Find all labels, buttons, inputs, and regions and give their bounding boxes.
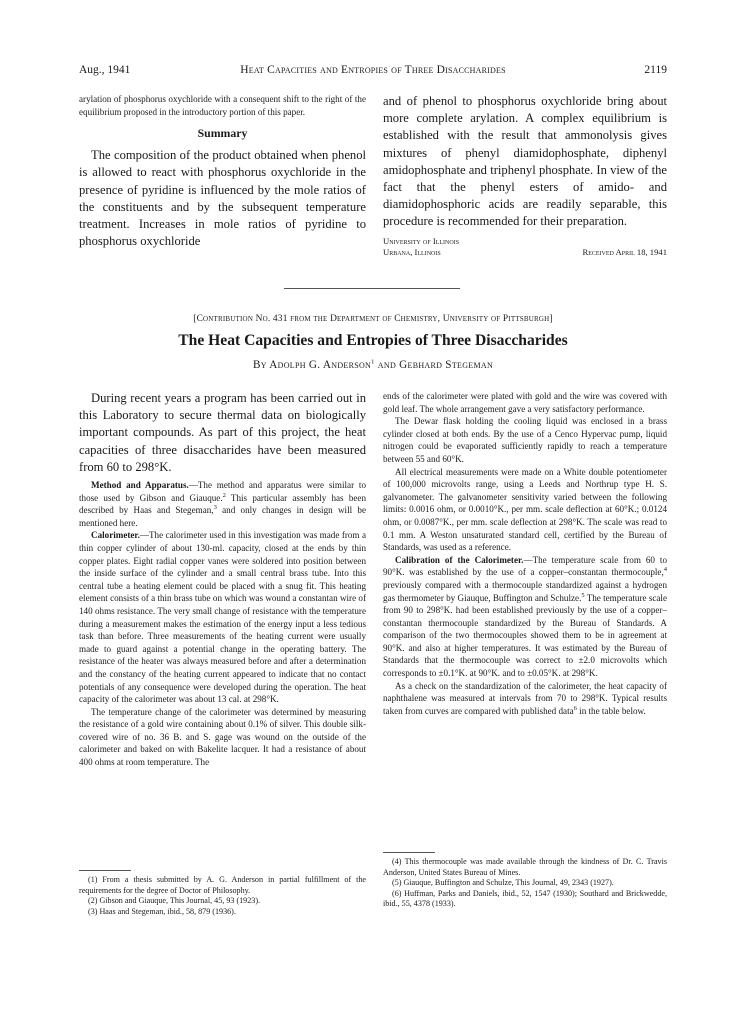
footnote-4: (4) This thermocouple was made available through the kindness of Dr. C. Travis Anderson, United States Bureau of Mines. (383, 857, 667, 877)
calibration-text-3: The temperature scale from 90 to 298°K. had been established previously by the use of a copper–constantan thermocouple standardized by the Bureau of Standards. A comparison of the two thermocouples showed them to be in agreement at 90°K. and also at higher temperatures. It was estimated by the Bureau of Standards that the thermocouple was correct to ±2.0 microvolts which corresponds to ±0.1°K. at 90°K. and to ±0.05°K. at 298°K. (383, 592, 667, 679)
prev-article-left-column (79, 93, 366, 250)
footnote-mark-3: 3 (213, 504, 217, 512)
affiliation (383, 236, 667, 258)
header-date: Aug., 1941 (79, 64, 131, 76)
prev-article-right-column (383, 93, 667, 258)
byline-first-author: By Adolph G. Anderson (252, 359, 372, 371)
summary-paragraph: The composition of the product obtained when phenol is allowed to react with phosphorus oxychloride in the presence of pyridine is influenced by the mole ratios of the constituents and by the subsequent temperature treatment. Increases in mole ratios of pyridine to phosphorus oxychloride (79, 148, 366, 249)
intro-paragraph: During recent years a program has been carried out in this Laboratory to secure thermal data on biologically important compounds. As part of this project, the heat capacities of three disaccharides have been measured from 60 to 298°K. (79, 391, 366, 474)
calibration-text-2: previously compared with a thermocouple standardized against a hydrogen gas thermometer by Giauque, Buffington and Schulze. (383, 579, 667, 603)
method-text-1: —The method and apparatus were similar to those used by Gibson and Giauque. (79, 480, 366, 503)
affiliation-university: University of Illinois (383, 235, 460, 246)
running-head (79, 64, 667, 80)
footnote-5: (5) Giauque, Buffington and Schulze, This Journal, 49, 2343 (1927). (392, 878, 614, 888)
affiliation-city: Urbana, Illinois (383, 246, 441, 257)
footnote-2: (2) Gibson and Giauque, This Journal, 45, 93 (1923). (88, 896, 261, 906)
calorimeter-text: —The calorimeter used in this investigation was made from a thin copper cylinder of about 130-ml. capacity, closed at the ends by thin copper plates. Eight radial copper vanes were soldered into position between the inside surface of the cylinder and a small central brass tube. Into this central tube a heating element could be placed with a snug fit. This heating element consists of a thin brass tube on which was wound a constantan wire of 140 ohms resistance. The very small change of resistance with the temperature during a measurement makes the estimation of the energy input a less tedious task than before. Three measurements of the heating current were usually made to guard against a potential change in the operating battery. The resistance of the heater was always measured before and after a determination and the constancy of the heating current appeared to indicate that no contact potentials of any consequence were developed during the operation. The heat capacity of the calorimeter was about 13 cal. at 298°K. (79, 530, 366, 705)
calibration-text-1: —The temperature scale from 60 to 90°K. was established by the use of a copper–constantan thermocouple, (383, 554, 667, 578)
footnote-1: (1) From a thesis submitted by A. G. Anderson in partial fulfillment of the requirements for the degree of Doctor of Philosophy. (79, 875, 366, 895)
summary-continuation: and of phenol to phosphorus oxychloride bring about more complete arylation. A complex equilibrium is established with the result that ammonolysis gives mixtures of phenyl diamidophosphate, diphenyl amidophosphate and triphenyl phosphate. In view of the fact that the phenyl esters of amido- and diamidophosphoric acids are readily separable, this procedure is recommended for their preparation. (383, 94, 667, 229)
footnote-mark-2: 2 (222, 491, 226, 499)
byline (79, 359, 667, 371)
footnotes-right (383, 857, 667, 910)
method-heading: Method and Apparatus. (91, 480, 189, 491)
received-date: Received April 18, 1941 (582, 246, 667, 257)
summary-heading: Summary (197, 126, 248, 141)
electrical-paragraph: All electrical measurements were made on a White double potentiometer of 100,000 microvolts range, using a Leeds and Northrup type H. S. galvanometer. The galvanometer sensitivity varied between the following limits: 0.0016 ohm, or 0.0010°K., per mm. scale deflection at 60°K.; 0.0124 ohm, or 0.0087°K., per mm. scale deflection at 298°K. The scale was read to 0.1 mm. A Weston unsaturated standard cell, certified by the Bureau of Standards, was used as a reference. (383, 466, 667, 553)
method-paragraph (79, 479, 366, 529)
article-left-column (79, 390, 366, 769)
header-title: Heat Capacities and Entropies of Three Disaccharides (240, 64, 506, 76)
footnote-mark-6: 6 (573, 704, 577, 712)
gold-plating-paragraph: ends of the calorimeter were plated with gold and the wire was covered with gold leaf. The whole arrangement gave a very satisfactory performance. (383, 391, 667, 414)
temperature-paragraph: The temperature change of the calorimeter was determined by measuring the resistance of a gold wire containing about 0.1% of silver. This double silk-covered wire of no. 36 B. and S. gage was wound on the outside of the calorimeter and baked on with Bakelite lacquer. It had a resistance of about 400 ohms at room temperature. The (79, 706, 366, 768)
article-right-column (383, 390, 667, 717)
method-text-3: and only changes in design will be mentioned here. (79, 505, 366, 528)
footnote-3: (3) Haas and Stegeman, ibid., 58, 879 (1936). (88, 906, 236, 916)
footnote-6: (6) Huffman, Parks and Daniels, ibid., 52, 1547 (1930); Southard and Brickwedde, ibid., 55, 4378 (1933). (383, 888, 667, 909)
calorimeter-heading: Calorimeter. (91, 530, 140, 541)
footnote-mark-5: 5 (581, 591, 585, 599)
contribution-line: [Contribution No. 431 from the Department of Chemistry, University of Pittsburgh] (193, 314, 553, 324)
page-number: 2119 (644, 64, 667, 76)
article-separator (284, 288, 460, 289)
check-text-1: As a check on the standardization of the calorimeter, the heat capacity of naphthalene was measured at intervals from 70 to 298°K. Typical results taken from curves are compared with published data (383, 680, 667, 716)
naphthalene-check-paragraph (383, 680, 667, 718)
footnote-rule-left (79, 870, 131, 871)
footnote-mark-4: 4 (663, 566, 667, 574)
calibration-paragraph (383, 554, 667, 680)
method-text-2: This particular assembly has been described by Haas and Stegeman, (79, 492, 366, 516)
byline-second-author: and Gebhard Stegeman (374, 359, 494, 371)
article-title: The Heat Capacities and Entropies of Three Disaccharides (178, 332, 568, 349)
byline-footnote-mark: 1 (371, 358, 375, 366)
footnotes-left (79, 875, 366, 917)
calibration-heading: Calibration of the Calorimeter. (395, 554, 524, 565)
footnote-rule-right (383, 852, 435, 853)
check-text-2: in the table below. (576, 705, 646, 716)
dewar-paragraph: The Dewar flask holding the cooling liquid was enclosed in a brass cylinder closed at both ends. By the use of a Cenco Hypervac pump, liquid nitrogen could be evaporated sufficiently rapidly to reach a temperature between 55 and 60°K. (383, 416, 667, 464)
prev-article-conclusion: arylation of phosphorus oxychloride with a consequent shift to the right of the equilibrium proposed in the introductory portion of this paper. (79, 94, 366, 117)
calorimeter-paragraph (79, 529, 366, 705)
